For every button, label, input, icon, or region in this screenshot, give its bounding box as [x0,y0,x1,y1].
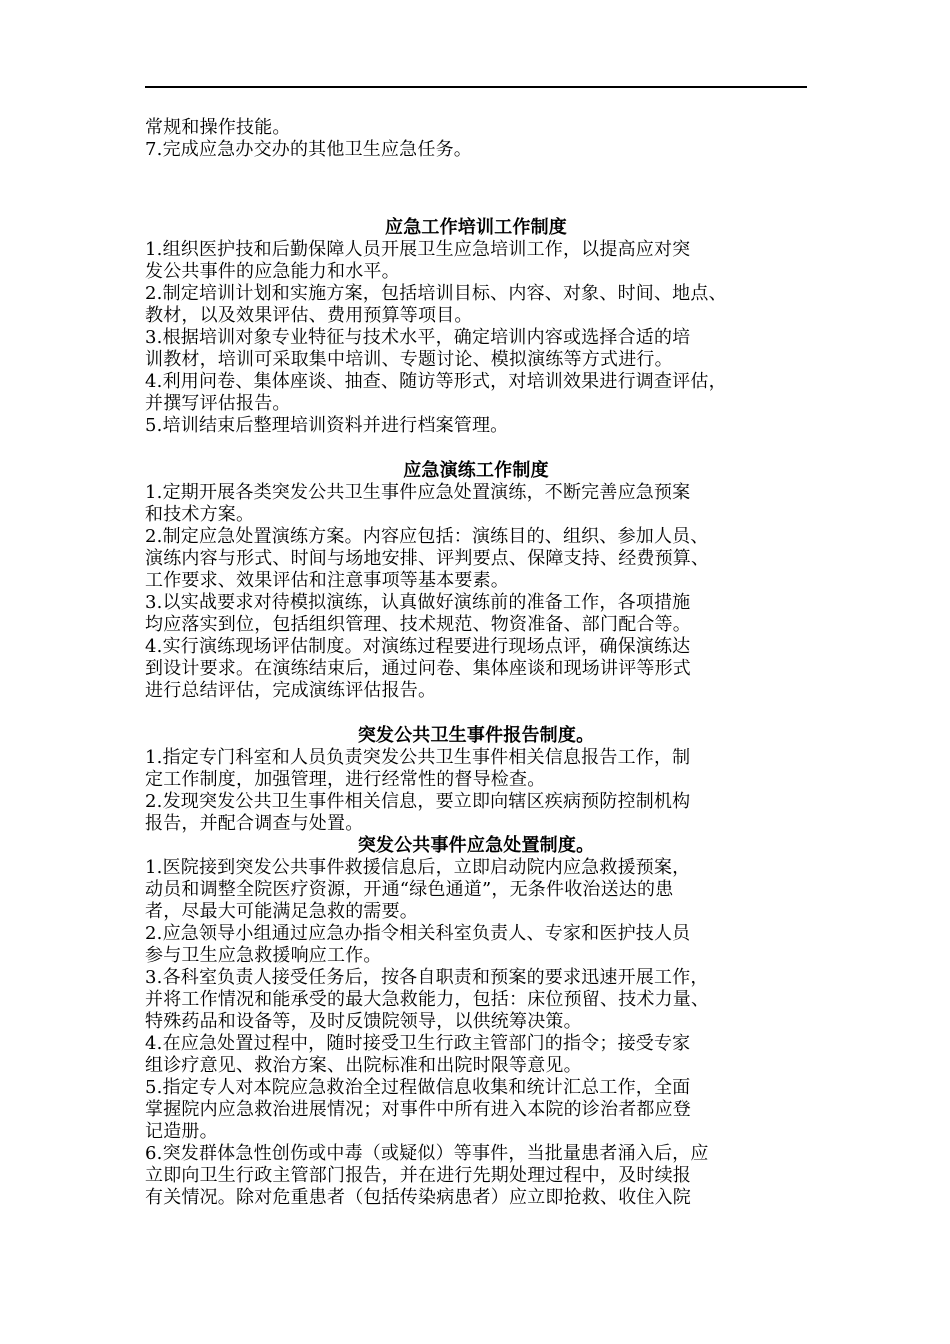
text-line: 1.医院接到突发公共事件救援信息后，立即启动院内应急救援预案， [145,857,691,878]
text-line: 4.实行演练现场评估制度。对演练过程要进行现场点评，确保演练达 [145,636,691,657]
text-line: 演练内容与形式、时间与场地安排、评判要点、保障支持、经费预算、 [145,548,710,569]
section-title: 突发公共卫生事件报告制度。 [357,725,595,746]
text-line: 3.以实战要求对待模拟演练，认真做好演练前的准备工作，各项措施 [145,592,691,613]
text-line: 有关情况。除对危重患者（包括传染病患者）应立即抢救、收住入院 [145,1187,691,1208]
text-line: 掌握院内应急救治进展情况；对事件中所有进入本院的诊治者都应登 [145,1099,691,1120]
text-line: 均应落实到位，包括组织管理、技术规范、物资准备、部门配合等。 [145,614,691,635]
text-line: 并将工作情况和能承受的最大急救能力，包括：床位预留、技术力量、 [145,989,710,1010]
text-line: 训教材，培训可采取集中培训、专题讨论、模拟演练等方式进行。 [145,349,673,370]
text-line: 2.制定培训计划和实施方案，包括培训目标、内容、对象、时间、地点、 [145,283,727,304]
text-line: 报告，并配合调查与处置。 [145,813,364,834]
text-line: 和技术方案。 [145,504,255,525]
text-line: 3.根据培训对象专业特征与技术水平，确定培训内容或选择合适的培 [145,327,691,348]
text-line: 动员和调整全院医疗资源，开通“绿色通道”，无条件收治送达的患 [145,879,674,900]
text-line: 立即向卫生行政主管部门报告，并在进行先期处理过程中，及时续报 [145,1165,691,1186]
text-line: 2.发现突发公共卫生事件相关信息，要立即向辖区疾病预防控制机构 [145,791,691,812]
text-line: 发公共事件的应急能力和水平。 [145,261,400,282]
section-title: 应急工作培训工作制度 [385,217,567,238]
text-line: 5.指定专人对本院应急救治全过程做信息收集和统计汇总工作，全面 [145,1077,691,1098]
text-line: 到设计要求。在演练结束后，通过问卷、集体座谈和现场讲评等形式 [145,658,691,679]
text-line: 并撰写评估报告。 [145,393,291,414]
text-line: 4.在应急处置过程中，随时接受卫生行政主管部门的指令；接受专家 [145,1033,691,1054]
text-line: 6.突发群体急性创伤或中毒（或疑似）等事件，当批量患者涌入后，应 [145,1143,709,1164]
text-line: 定工作制度，加强管理，进行经常性的督导检查。 [145,769,546,790]
text-line: 组诊疗意见、救治方案、出院标准和出院时限等意见。 [145,1055,582,1076]
section-title: 应急演练工作制度 [403,460,549,481]
text-line: 常规和操作技能。 [145,117,291,138]
header-rule [145,86,807,88]
section-title: 突发公共事件应急处置制度。 [357,835,595,856]
document-body [145,117,807,1209]
text-line: 1.指定专门科室和人员负责突发公共卫生事件相关信息报告工作，制 [145,747,691,768]
text-line: 4.利用问卷、集体座谈、抽查、随访等形式，对培训效果进行调查评估， [145,371,727,392]
text-line: 2.应急领导小组通过应急办指令相关科室负责人、专家和医护技人员 [145,923,691,944]
text-line: 者，尽最大可能满足急救的需要。 [145,901,418,922]
text-line: 2.制定应急处置演练方案。内容应包括：演练目的、组织、参加人员、 [145,526,709,547]
text-line: 5.培训结束后整理培训资料并进行档案管理。 [145,415,509,436]
text-line: 7.完成应急办交办的其他卫生应急任务。 [145,139,472,160]
text-line: 特殊药品和设备等，及时反馈院领导，以供统筹决策。 [145,1011,582,1032]
text-line: 1.定期开展各类突发公共卫生事件应急处置演练，不断完善应急预案 [145,482,691,503]
text-line: 参与卫生应急救援响应工作。 [145,945,382,966]
text-line: 3.各科室负责人接受任务后，按各自职责和预案的要求迅速开展工作， [145,967,709,988]
text-line: 教材，以及效果评估、费用预算等项目。 [145,305,473,326]
text-line: 记造册。 [145,1121,218,1142]
text-line: 1.组织医护技和后勤保障人员开展卫生应急培训工作，以提高应对突 [145,239,691,260]
text-line: 进行总结评估，完成演练评估报告。 [145,680,437,701]
text-line: 工作要求、效果评估和注意事项等基本要素。 [145,570,509,591]
